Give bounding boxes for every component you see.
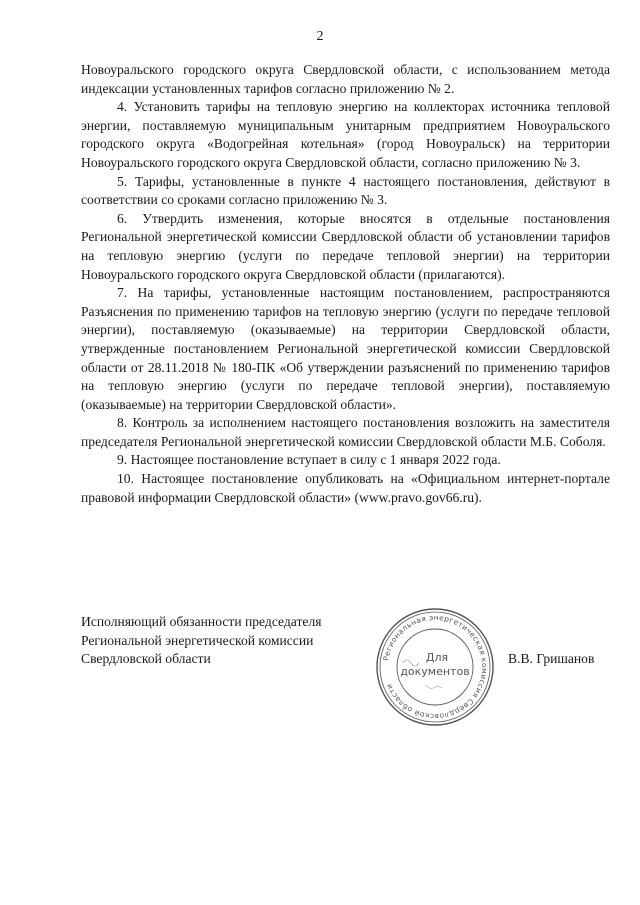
stamp-center-line-1: Для: [425, 651, 449, 664]
paragraph-item-8: 8. Контроль за исполнением настоящего постановления возложить на заместителя председателя Региональной энергетической комиссии Свердловской области М.Б. Соболя.: [81, 415, 610, 449]
paragraph-item-4: 4. Установить тарифы на тепловую энергию на коллекторах источника тепловой энергии, поставляемую муниципальным унитарным предприятием Новоуральского городского округа «Водогрейная котельная» (город Новоуральск) на территории Новоуральского городского округа Свердловской области, согласно приложению № 3.: [81, 99, 610, 170]
stamp-ring-text: Региональная энергетическая комиссия Свердловской области: [381, 612, 490, 722]
signatory-title-line: Исполняющий обязанности председателя: [81, 614, 322, 629]
signatory-title-line: Свердловской области: [81, 651, 211, 667]
paragraph-item-6: 6. Утвердить изменения, которые вносятся в отдельные постановления Региональной энергетической комиссии Свердловской области об установлении тарифов на тепловую энергию (услуги по передаче тепловой энергии) на территории Новоуральского городского округа Свердловской области (прилагаются).: [81, 210, 610, 282]
signatory-title-line: Региональной энергетической комиссии: [81, 632, 314, 648]
paragraph-item-10: 10. Настоящее постановление опубликовать на «Официальном интернет-портале правовой информации Свердловской области» (www.pravo.gov66.ru).: [81, 471, 610, 505]
signatory-name: В.В. Гришанов: [508, 651, 595, 666]
paragraph-item-5: 5. Тарифы, установленные в пункте 4 настоящего постановления, действуют в соответствии со сроками согласно приложению № 3.: [81, 173, 610, 208]
official-stamp: [373, 605, 497, 729]
signature-block: [81, 613, 610, 743]
document-body: [81, 61, 610, 507]
signatory-title: [81, 613, 322, 669]
page-number: 2: [316, 29, 324, 44]
paragraph-item-9: 9. Настоящее постановление вступает в силу с 1 января 2022 года.: [117, 452, 501, 468]
paragraph-continuation: Новоуральского городского округа Свердловской области, с использованием метода индексации установленных тарифов согласно приложению № 2.: [81, 62, 610, 96]
stamp-center-line-2: документов: [400, 665, 470, 678]
paragraph-item-7: 7. На тарифы, установленные настоящим постановлением, распространяются Разъяснения по применению тарифов на тепловую энергию (услуги по передаче тепловой энергии), поставляемую (оказываемые) на территории Свердловской области, утвержденные постановлением Региональной энергетической комиссии Свердловской области от 28.11.2018 № 180-ПК «Об утверждении разъяснений по применению тарифов на тепловую энергию (услуги по передаче тепловой энергии), поставляемую (оказываемые) на территории Свердловской области».: [81, 285, 610, 412]
